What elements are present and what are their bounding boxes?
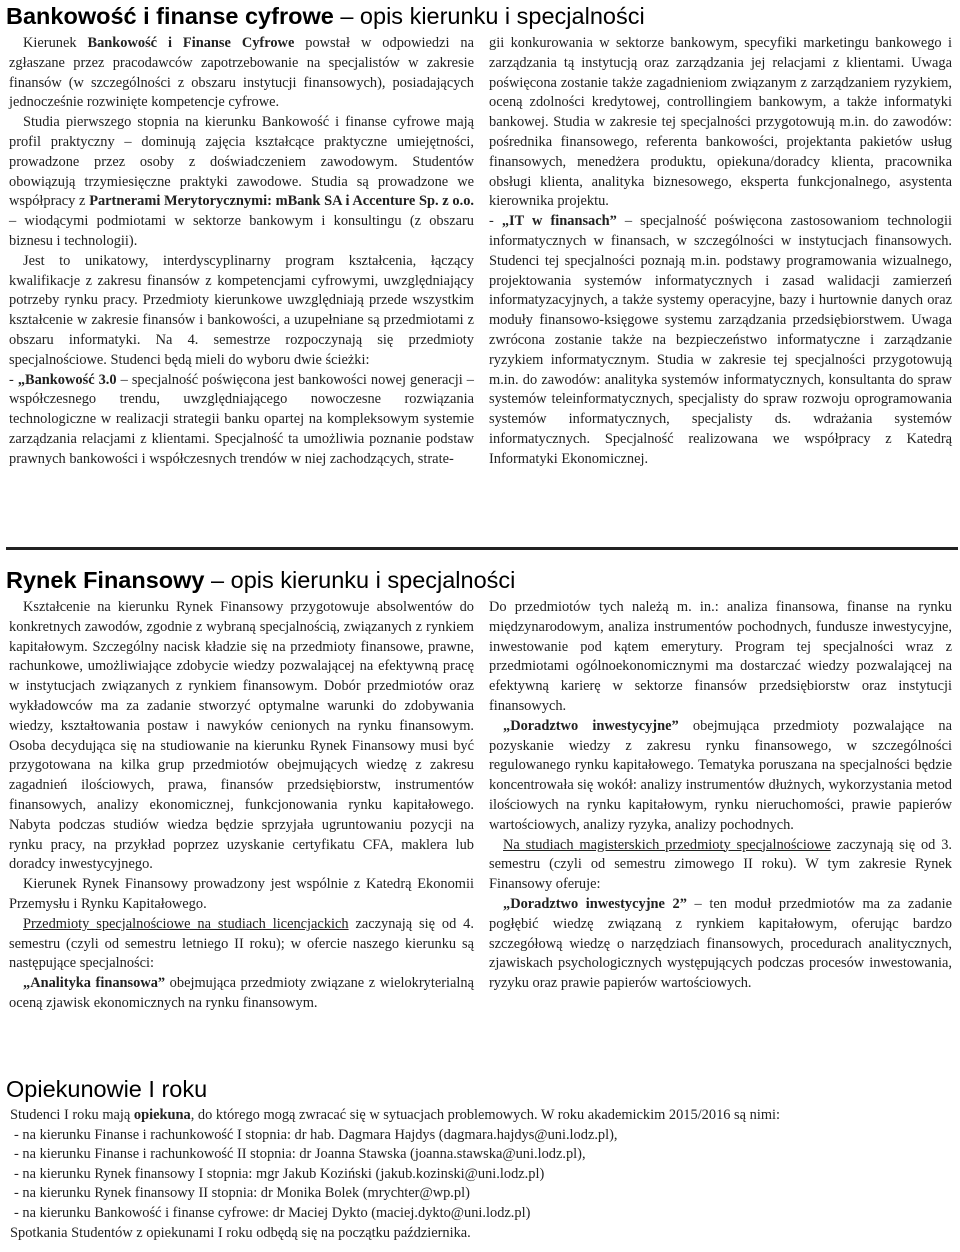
specialization-it: - „IT w finansach” – specjalność poświęcona zastosowaniom technologii informatycznych w finansach, w szczególności w instytucjach finansowych. Studenci tej specjalności poznają m.in. podstawy programowania wizualnego, projektowania systemów informatycznych i zasad walidacji zamierzeń informatyzacyjnych, a także systemy operacyjne, bazy i hurtownie danych oraz moduły finansowo-księgowe systemu zarządzania przedsiębiorstwem. Uwaga zwrócona zostanie także na bezpieczeństwo informatyczne i zarządzanie ryzykiem informatycznym. Studia w zakresie tej specjalności przygotowują m.in. do zawodów: analityka systemów informatycznych, konsultanta do spraw systemów teleinformatycznych, specjalisty do spraw rozwoju oprogramowania systemów informatycznych, specjalisty ds. wdrażania systemów informatycznych. Specjalność realizowana we współpracy z Katedrą Informatyki Ekonomicznej. (489, 213, 952, 467)
section-title-main: Bankowość i finanse cyfrowe (6, 3, 334, 29)
paragraph: Do przedmiotów tych należą m. in.: analiza finansowa, finanse na rynku międzynarodowym, analiza instrumentów pochodnych, fundusze inwestycyjne, inwestowanie pod kątem emerytury. Program tej specjalności wraz z przedmiotami ogólnoekonomicznymi ma dostarczać wiedzy pozwalającej na efektywną karierę w sektorze finansów przedsiębiorstw oraz instytucji finansowych. (489, 599, 952, 714)
specialization-bankowosc: - „Bankowość 3.0 – specjalność poświęcona jest bankowości nowej generacji – współczesnego trendu, uwzględniającego nowoczesne rozwiązania technologiczne w realizacji strategii banku opartej na kompleksowym systemie zarządzania relacjami z klientami. Specjalność ta umożliwia poznanie podstaw prawnych bankowości i współczesnych trendów w niej zachodzących, strate- (9, 371, 474, 467)
rynek-right-column (489, 598, 952, 994)
advisor-item: - na kierunku Finanse i rachunkowość II stopnia: dr Joanna Stawska (joanna.stawska@uni.lodz.pl), (14, 1146, 586, 1163)
section-title-opiekunowie: Opiekunowie I roku (6, 1076, 208, 1102)
paragraph: Kierunek Bankowość i Finanse Cyfrowe powstał w odpowiedzi na zgłaszane przez pracodawców zapotrzebowanie na specjalistów w zakresie finansów (w szczególności z obszaru instytucji finansowych), posiadających jednocześnie rozwinięte kompetencje cyfrowe. (9, 35, 474, 111)
advisors-intro: Studenci I roku mają opiekuna, do którego mogą zwracać się w sytuacjach problemowych. W roku akademickim 2015/2016 są nimi: (10, 1107, 781, 1123)
program-name: Bankowość i Finanse Cyfrowe (87, 35, 295, 51)
advisors-footer: Spotkania Studentów z opiekunami I roku odbędą się na początku października. (10, 1224, 471, 1241)
paragraph: Na studiach magisterskich przedmioty specjalnościowe zaczynają się od 3. semestru (czyli od semestru zimowego II roku). W tym zakresie Rynek Finansowy oferuje: (489, 836, 952, 893)
paragraph: Przedmioty specjalnościowe na studiach licencjackich zaczynają się od 4. semestru (czyli od semestru letniego II roku); w ofercie naszego kierunku są następujące specjalności: (9, 915, 474, 972)
specialization-analityka: „Analityka finansowa” obejmująca przedmioty związane z wielokryterialną oceną zjawisk ekonomicznych na rynku finansowym. (9, 975, 474, 1011)
underlined-heading: Przedmioty specjalnościowe na studiach licencjackich (23, 915, 349, 932)
paragraph: Studia pierwszego stopnia na kierunku Bankowość i finanse cyfrowe mają profil praktyczny – dominują zajęcia kształcące praktyczne umiejętności, prowadzone przez osoby z doświadczeniem zawodowym. Studentów obowiązują trzymiesięczne praktyki zawodowe. Studia są prowadzone we współpracy z Partnerami Merytorycznymi: mBank SA i Accenture Sp. z o.o. – wiodącymi podmiotami w sektorze bankowym i konsultingu (z obszaru biznesu i technologii). (9, 114, 474, 249)
paragraph: gii konkurowania w sektorze bankowym, specyfiki marketingu bankowego i zarządzania tą instytucją oraz zarządzania jej relacjami z klientami. Uwaga poświęcona zostanie także zagadnieniom związanym z zarządzaniem ryzykiem, oceną zdolności kredytowej, controllingiem bankowym, a także informatyki bankowej. Studia w zakresie tej specjalności przygotowują m.in. do zawodów: pośrednika finansowego, referenta bankowości, projektanta pakietów usług finansowych, menedżera produktu, opiekuna/doradcy klienta, pracownika obsługi klienta, analityka biznesowego, eksperta funkcjonalnego, asystenta kierownika projektu. (489, 35, 952, 210)
section-title-rynek (6, 566, 515, 594)
section-title-main: Rynek Finansowy (6, 567, 205, 593)
underlined-heading: Na studiach magisterskich przedmioty specjalnościowe (503, 836, 831, 853)
paragraph: Jest to unikatowy, interdyscyplinarny program kształcenia, łączący kwalifikacje z zakresu finansów z kompetencjami cyfrowymi, uwzględniający potrzeby rynku pracy. Przedmioty kierunkowe uwzględniają przede wszystkim kształcenie w zakresie finansów i bankowości, a uzupełniane są przedmiotami z obszaru informatyki. Na 4. semestrze rozpoczynają się przedmioty specjalnościowe. Studenci będą mieli do wyboru dwie ścieżki: (9, 252, 474, 368)
section-title-sub: – opis kierunku i specjalności (211, 567, 516, 593)
advisor-item: - na kierunku Rynek finansowy II stopnia: dr Monika Bolek (mrychter@wp.pl) (14, 1185, 470, 1202)
partners-name: Partnerami Merytorycznymi: mBank SA i Accenture Sp. z o.o. (89, 193, 474, 210)
bankowosc-left-column (9, 34, 474, 470)
specialization-doradztwo-2: „Doradztwo inwestycyjne 2” – ten moduł przedmiotów ma za zadanie pogłębić wiedzę związaną z rynkiem kapitałowym, oferując bardzo szczegółową wiedzę o narzędziach finansowych, procedurach analitycznych, zjawiskach psychologicznych występujących podczas procesów inwestowania, ryzyku oraz prawie papierów wartościowych. (489, 895, 952, 992)
section-title-sub: – opis kierunku i specjalności (340, 3, 645, 29)
paragraph: Kształcenie na kierunku Rynek Finansowy przygotowuje absolwentów do konkretnych zawodów, zgodnie z wybraną specjalnością, związanych z rynkiem kapitałowym. Szczególny nacisk kładzie się na przedmioty finansowe, prawne, rachunkowe, umożliwiające zdobycie wiedzy pozwalającej na efektywną pracę w instytucjach związanych z rynkiem finansowym. Dobór przedmiotów oraz wykładowców ma za zadanie stworzyć optymalne warunki do zdobywania wiedzy, kształtowania postaw i nawyków cenionych na rynku finansowym. Osoba decydująca się na studiowanie na kierunku Rynek Finansowy musi być przygotowana na kilka grup przedmiotów obejmujących wiedzę z zakresu zagadnień ilościowych, prawa, finansów przedsiębiorstw, instrumentów finansowych, analizy ekonomicznej, funkcjonowania rynku kapitałowego. Nabyta podczas studiów wiedza będzie sprzyjała ugruntowaniu pozycji na rynku pracy, na przykład poprzez uzyskanie certyfikatu CFA, maklera lub doradcy inwestycyjnego. (9, 599, 474, 873)
paragraph: Kierunek Rynek Finansowy prowadzony jest wspólnie z Katedrą Ekonomii Przemysłu i Rynku Kapitałowego. (9, 876, 474, 912)
advisor-item: - na kierunku Rynek finansowy I stopnia: mgr Jakub Koziński (jakub.kozinski@uni.lodz.pl) (14, 1165, 545, 1182)
specialization-doradztwo: „Doradztwo inwestycyjne” obejmująca przedmioty pozwalające na pozyskanie wiedzy z zakresu rynku finansowego, w szczególności regulowanego rynku kapitałowego. Tematyka poruszana na specjalności będzie koncentrowała się wokół: analizy instrumentów dłużnych, wykorzystania metod ilościowych na rynku kapitałowym, rynku nieruchomości, prawie papierów wartościowych, analizy ryzyka, analizy pochodnych. (489, 717, 952, 833)
section-title-bankowosc (6, 2, 645, 30)
bankowosc-right-column (489, 34, 952, 470)
advisors-block (10, 1106, 954, 1243)
advisor-item: - na kierunku Bankowość i finanse cyfrowe: dr Maciej Dykto (maciej.dykto@uni.lodz.pl) (14, 1204, 531, 1221)
advisor-item: - na kierunku Finanse i rachunkowość I stopnia: dr hab. Dagmara Hajdys (dagmara.hajdys@uni.lodz.pl), (14, 1126, 618, 1143)
rynek-left-column (9, 598, 474, 1014)
section-divider (6, 547, 958, 550)
